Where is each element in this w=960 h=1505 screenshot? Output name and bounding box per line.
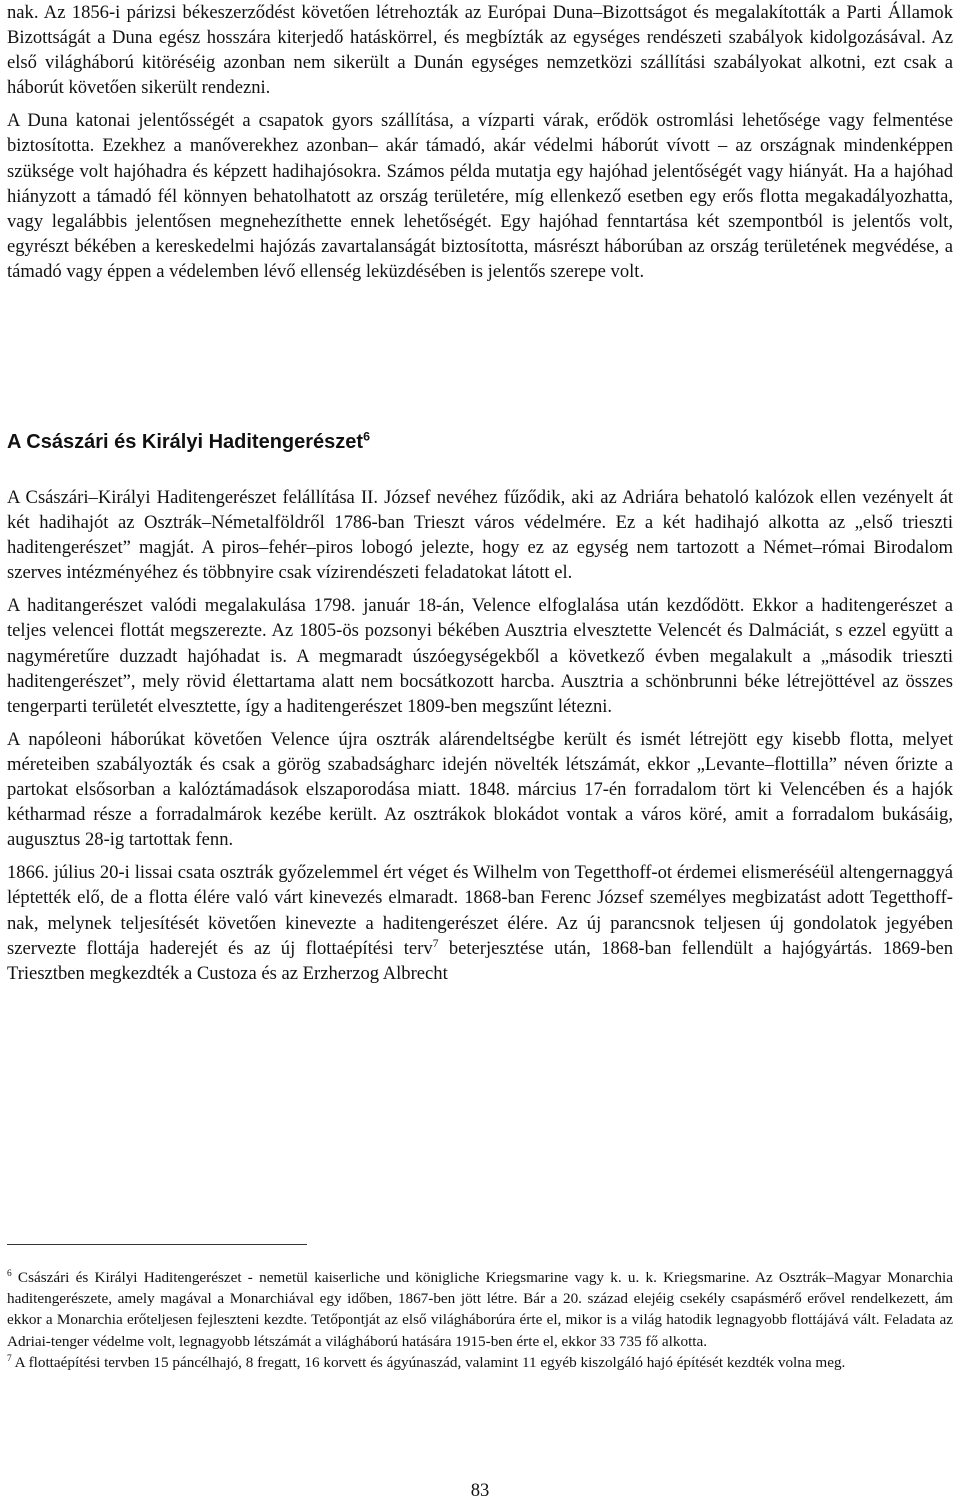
body-text-bottom <box>7 485 953 986</box>
footnotes <box>7 1267 953 1373</box>
footnote-6 <box>7 1267 953 1352</box>
paragraph-napoleonic-wars: A napóleoni háborúkat követően Velence újra osztrák alárendeltségbe került és ismét létrejött egy kisebb flotta, melyet méreteiben szabályozták és csak a görög szabadságharc idején növelték létszámát, ekkor „Levante–flottilla” néven őrizte a partokat elsősorban a kalóztámadások elszaporodása miatt. 1848. március 17-én forradalom tört ki Velencében és a hajók kétharmad része a forradalmárok kezébe került. Az osztrákok blokádot vontak a város köré, amit a forradalom bukásáig, augusztus 28-ig tartottak fenn. <box>7 728 953 851</box>
footnote-text: A flottaépítési tervben 15 páncélhajó, 8 fregatt, 16 korvett és ágyúnaszád, valamint 11 egyéb kiszolgáló hajó építését kezdték volna meg. <box>11 1353 846 1371</box>
paragraph-military-significance: A Duna katonai jelentősségét a csapatok gyors szállítása, a vízparti várak, erődök ostromlási lehetősége vagy felmentése biztosította. Ezekhez a manőverekhez azonban– akár támadó, akár védelmi háborút vívott – az országnak mindenképpen szüksége volt hajóhadra és képzett hadihajósokra. Számos példa mutatja egy hajóhad jelentőségét vagy hiányát. Ha a hajóhad hiányzott a támadó fél könnyen behatolhatott az ország területére, míg ellenkező esetben egy erős flotta megakadályozhatta, vagy legalábbis jelentősen megnehezíthette ennek lehetőségét. Egy hajóhad fenntartása két szempontból is jelentős volt, egyrészt békében a kereskedelmi hajózás zavartalanságát biztosította, másrészt háborúban az ország területének megvédése, a támadó vagy éppen a védelemben lévő ellenség leküzdésében is jelentős szerepe volt. <box>7 110 953 282</box>
footnote-7 <box>7 1352 953 1373</box>
footnote-number: 7 <box>7 1353 12 1364</box>
section-heading-text: A Császári és Királyi Haditengerészet <box>7 431 364 453</box>
footnote-number: 6 <box>7 1268 12 1279</box>
paragraph-lissa-text-b: beterjesztése után, 1868-ban fellendült a hajógyártás. 1869-ben Triesztben megkezdték a Custoza és az Erzherzog Albrecht <box>7 937 953 984</box>
section-heading <box>7 429 370 455</box>
paragraph-navy-founding: A Császári–Királyi Haditengerészet felállítása II. József nevéhez fűződik, aki az Adriára behatoló kalózok ellen vezényelt át két hadihajót az Osztrák–Németalföldről 1786-ban Trieszt város védelmére. Ez a két hadihajó alkotta az „első trieszti haditengerészet” magját. A piros–fehér–piros lobogó jelezte, hogy ez az egység nem tartozott a Német–római Birodalom szerves intézményéhez és többnyire csak vízirendészeti feladatokat látott el. <box>7 487 953 584</box>
page-number: 83 <box>470 1480 490 1501</box>
paragraph-navy-formation: A haditangerészet valódi megalakulása 1798. január 18-án, Velence elfoglalása után kezdődött. Ekkor a haditengerészet a teljes velencei flottát megszerezte. Az 1805-ös pozsonyi békében Ausztria elvesztette Velencét és Dalmáciát, s ezzel együtt a nagyméretűre duzzadt hajóhadat is. A megmaradt úszóegységekből a következő évben megalakult a „második trieszti haditengerészet”, mely rövid élettartama alatt nem bocsátkozott harcba. Ausztria a schönbrunni béke létrejöttével az összes tengerparti területét elvesztette, így a haditengerészet 1809-ben megszűnt létezni. <box>7 595 953 717</box>
paragraph-lissa-battle <box>7 860 953 985</box>
footnote-ref-6: 6 <box>363 429 370 444</box>
footnote-text: Császári és Királyi Haditengerészet - nemetül kaiserliche und königliche Kriegsmarine vagy k. u. k. Kriegsmarine. Az Osztrák–Magyar Monarchia haditengerészete, amely magával a Monarchiával egy időben, 1867-ben jött létre. Bár a 20. század elejéig csekély csapásmérő erővel rendelkezett, ám ekkor a Monarchia erőteljesen fejleszteni kezdte. Tetőpontját az első világháborúra érte el, mikor is a világ hatodik legnagyobb flottájává vált. Feladata az Adriai-tenger védelme volt, legnagyobb létszámát a világháború hatására 1915-ben érte el, ekkor 33 735 fő alkotta. <box>7 1269 953 1350</box>
footnote-ref-7: 7 <box>432 937 439 950</box>
body-text-top <box>7 0 953 284</box>
paragraph-lissa-text-a: 1866. július 20-i lissai csata osztrák győzelemmel ért véget és Wilhelm von Tegetthoff-ot érdemei elismeréséül altengernaggyá léptették elő, de a flotta élére való várt kinevezés elmaradt. 1868-ban Ferenc József személyes megbizatást adott Tegetthoff-nak, melynek teljesítését követően kinevezte a haditengerészet élére. Az új parancsnok teljesen új gondolatok jegyében szervezte flottája haderejét és az új flottaépítési terv <box>7 862 953 959</box>
footnote-divider <box>7 1244 307 1245</box>
paragraph-danube-commission: nak. Az 1856-i párizsi békeszerződést követően létrehozták az Európai Duna–Bizottságot és megalakították a Parti Államok Bizottságát a Duna egész hosszára kiterjedő hatáskörrel, és megbízták az egységes rendészeti szabályok kidolgozásával. Az első világháború kitöréséig azonban nem sikerült a Dunán egységes nemzetközi szállítási szabályokat alkotni, ezt csak a háborút követően sikerült rendezni. <box>7 2 953 99</box>
